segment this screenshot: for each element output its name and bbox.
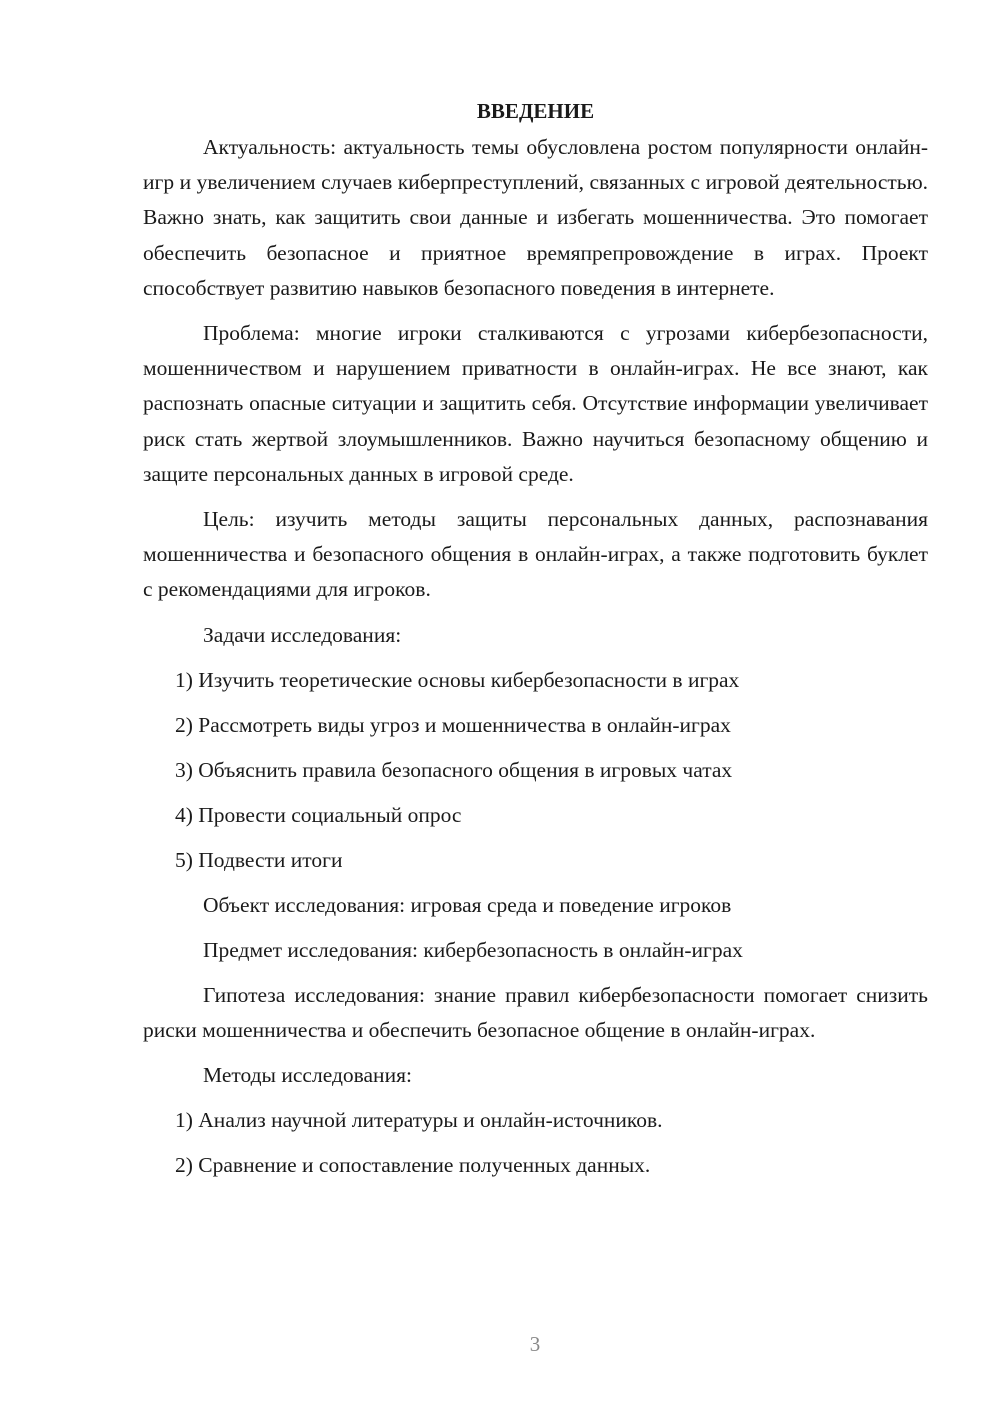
research-subject: Предмет исследования: кибербезопасность в онлайн-играх bbox=[203, 937, 743, 962]
methods-list bbox=[143, 1103, 928, 1183]
task-item: 4) Провести социальный опрос bbox=[175, 802, 462, 827]
task-item: 1) Изучить теоретические основы кибербезопасности в играх bbox=[175, 667, 740, 692]
task-item: 5) Подвести итоги bbox=[175, 847, 343, 872]
problem-paragraph: Проблема: многие игроки сталкиваются с угрозами кибербезопасности, мошенничеством и нарушением приватности в онлайн-играх. Не все знают, как распознать опасные ситуации и защитить себя. Отсутствие информации увеличивает риск стать жертвой злоумышленников. Важно научиться безопасному общению и защите персональных данных в игровой среде. bbox=[143, 321, 928, 486]
tasks-heading: Задачи исследования: bbox=[203, 622, 402, 647]
tasks-list bbox=[143, 663, 928, 878]
method-item: 2) Сравнение и сопоставление полученных данных. bbox=[175, 1153, 651, 1178]
research-object: Объект исследования: игровая среда и поведение игроков bbox=[203, 892, 732, 917]
relevance-paragraph: Актуальность: актуальность темы обусловлена ростом популярности онлайн-игр и увеличением случаев киберпреступлений, связанных с игровой деятельностью. Важно знать, как защитить свои данные и избегать мошенничества. Это помогает обеспечить безопасное и приятное времяпрепровождение в играх. Проект способствует развитию навыков безопасного поведения в интернете. bbox=[143, 135, 928, 300]
method-item: 1) Анализ научной литературы и онлайн-источников. bbox=[175, 1108, 663, 1133]
page-number: 3 bbox=[529, 1332, 541, 1356]
methods-heading: Методы исследования: bbox=[203, 1063, 412, 1088]
document-page bbox=[143, 96, 928, 1193]
task-item: 2) Рассмотреть виды угроз и мошенничества в онлайн-играх bbox=[175, 712, 731, 737]
task-item: 3) Объяснить правила безопасного общения в игровых чатах bbox=[175, 757, 733, 782]
goal-paragraph: Цель: изучить методы защиты персональных данных, распознавания мошенничества и безопасного общения в онлайн-играх, а также подготовить буклет с рекомендациями для игроков. bbox=[143, 507, 928, 602]
hypothesis-paragraph: Гипотеза исследования: знание правил кибербезопасности помогает снизить риски мошенничества и обеспечить безопасное общение в онлайн-играх. bbox=[143, 982, 928, 1042]
section-title: ВВЕДЕНИЕ bbox=[476, 99, 595, 123]
